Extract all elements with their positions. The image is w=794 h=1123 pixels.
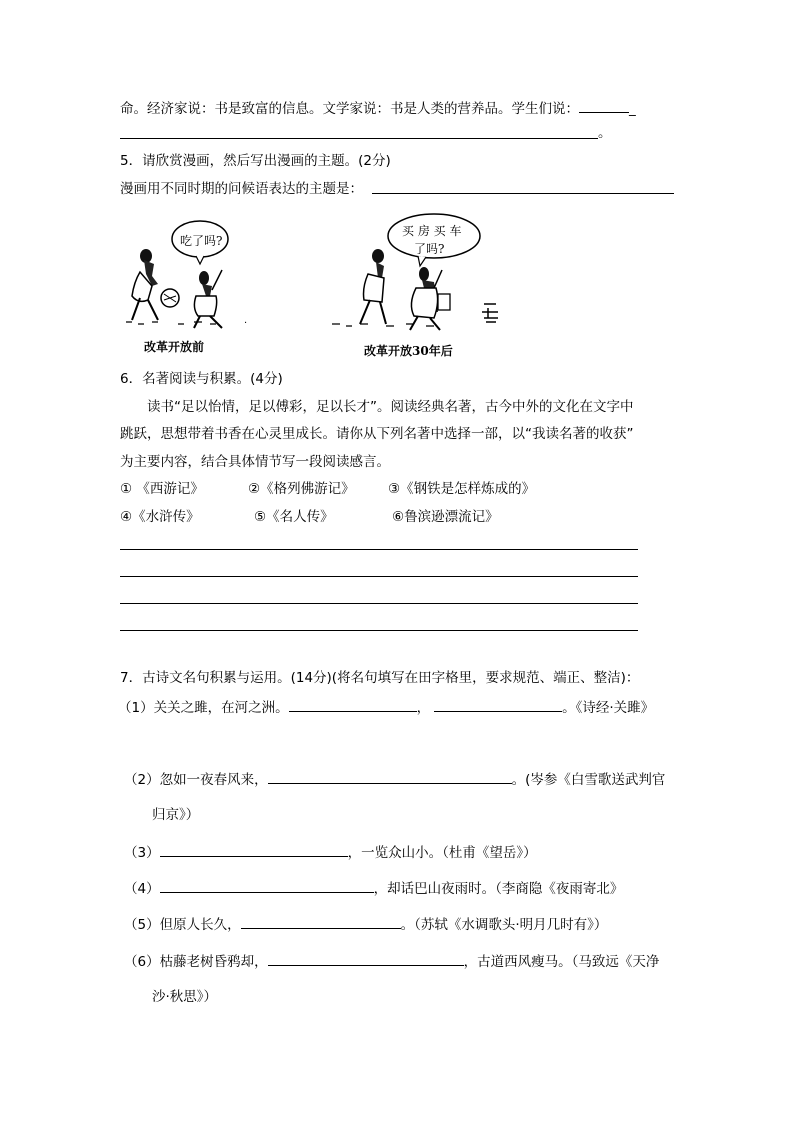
q7-item-4-num: （4）: [124, 881, 160, 897]
book-option-2: ②《格列佛游记》: [248, 481, 355, 497]
q4-answer-line[interactable]: [120, 138, 598, 139]
q5-prompt: 漫画用不同时期的问候语表达的主题是：: [120, 181, 363, 197]
q7-item-6-cont: 沙·秋思》）: [152, 989, 218, 1005]
q7-item-4-text: ，却话巴山夜雨时。（李商隐《夜雨寄北》: [373, 881, 624, 897]
cartoon-left-caption: 改革开放前: [144, 340, 205, 354]
q7-item-6-blank[interactable]: [268, 951, 464, 966]
q6-para-line-2: 跳跃，思想带着书香在心灵里成长。请你从下列名著中选择一部，以“我读名著的收获”: [120, 426, 634, 442]
q7-item-4: [124, 878, 623, 898]
q7-item-2-text: （2）忽如一夜春风来，: [124, 772, 268, 788]
q7-item-4-blank[interactable]: [160, 878, 374, 893]
book-option-4: ④《水浒传》: [120, 509, 200, 525]
q6-answer-line[interactable]: [120, 576, 638, 577]
q6-para-line-1: 读书“足以怡情，足以傅彩，足以长才”。阅读经典名著，古今中外的文化在文字中: [147, 399, 634, 415]
cartoon-right-bubble-text-2: 了吗?: [414, 242, 445, 256]
q4-text: 命。经济家说：书是致富的信息。文学家说：书是人类的营养品。学生们说：: [120, 101, 579, 117]
q7-item-1: [118, 697, 654, 717]
book-option-6: ⑥鲁滨逊漂流记》: [392, 509, 499, 525]
q7-item-3-text: ，一览众山小。（杜甫《望岳》）: [347, 845, 537, 861]
q7-item-6: [124, 951, 659, 971]
q4-tail: _: [629, 101, 636, 117]
book-option-1: ① 《西游记》: [120, 481, 204, 497]
q7-item-2-source: 。(岑参《白雪歌送武判官: [511, 772, 666, 788]
q7-heading: 7．古诗文名句积累与运用。(14分)(将名句填写在田字格里，要求规范、端正、整洁)：: [120, 670, 640, 686]
q7-item-1-blank-a[interactable]: [289, 697, 417, 712]
artist-signature-icon: [482, 304, 498, 322]
q7-item-5-text: （5）但原人长久，: [124, 917, 241, 933]
q4-line: [120, 98, 636, 118]
q4-answer-blank[interactable]: [579, 98, 629, 113]
q7-item-1-blank-b[interactable]: [434, 697, 562, 712]
q7-item-5-blank[interactable]: [241, 914, 401, 929]
cartoon-left-bubble-text: 吃了吗?: [180, 234, 223, 248]
book-option-3: ③《钢铁是怎样炼成的》: [388, 481, 536, 497]
q7-item-2-cont: 归京》）: [152, 807, 200, 823]
q5-answer-line[interactable]: [372, 193, 674, 194]
q7-item-5-source: 。（苏轼《水调歌头·明月几时有》）: [400, 917, 608, 933]
cartoon-right-bubble-text-1: 买 房 买 车: [402, 224, 462, 238]
q6-answer-line[interactable]: [120, 549, 638, 550]
book-option-5: ⑤《名人传》: [254, 509, 334, 525]
q6-para-line-3: 为主要内容，结合具体情节写一段阅读感言。: [120, 454, 390, 470]
q7-item-1-text: （1）关关之雎，在河之洲。: [118, 700, 289, 716]
q7-item-1-comma: ，: [416, 700, 431, 716]
q4-period: 。: [598, 125, 612, 141]
q7-item-1-source: 。《诗经·关雎》: [562, 700, 655, 716]
q6-answer-line[interactable]: [120, 603, 638, 604]
q6-answer-line[interactable]: [120, 630, 638, 631]
q7-item-3: [124, 842, 537, 862]
q7-item-2: [124, 769, 665, 789]
svg-text:·: ·: [244, 318, 248, 329]
q7-item-2-blank[interactable]: [268, 769, 512, 784]
q7-item-3-blank[interactable]: [160, 842, 348, 857]
q7-item-3-num: （3）: [124, 845, 160, 861]
q5-heading: 5．请欣赏漫画，然后写出漫画的主题。(2分): [120, 153, 391, 169]
q7-item-5: [124, 914, 607, 934]
briefcase-icon: [438, 294, 450, 310]
q7-item-6-source: ，古道西风瘦马。（马致远《天净: [463, 954, 660, 970]
cartoon-right-caption: 改革开放30年后: [364, 344, 453, 358]
q6-heading: 6．名著阅读与积累。(4分): [120, 371, 283, 387]
q7-item-6-text: （6）枯藤老树昏鸦却，: [124, 954, 268, 970]
